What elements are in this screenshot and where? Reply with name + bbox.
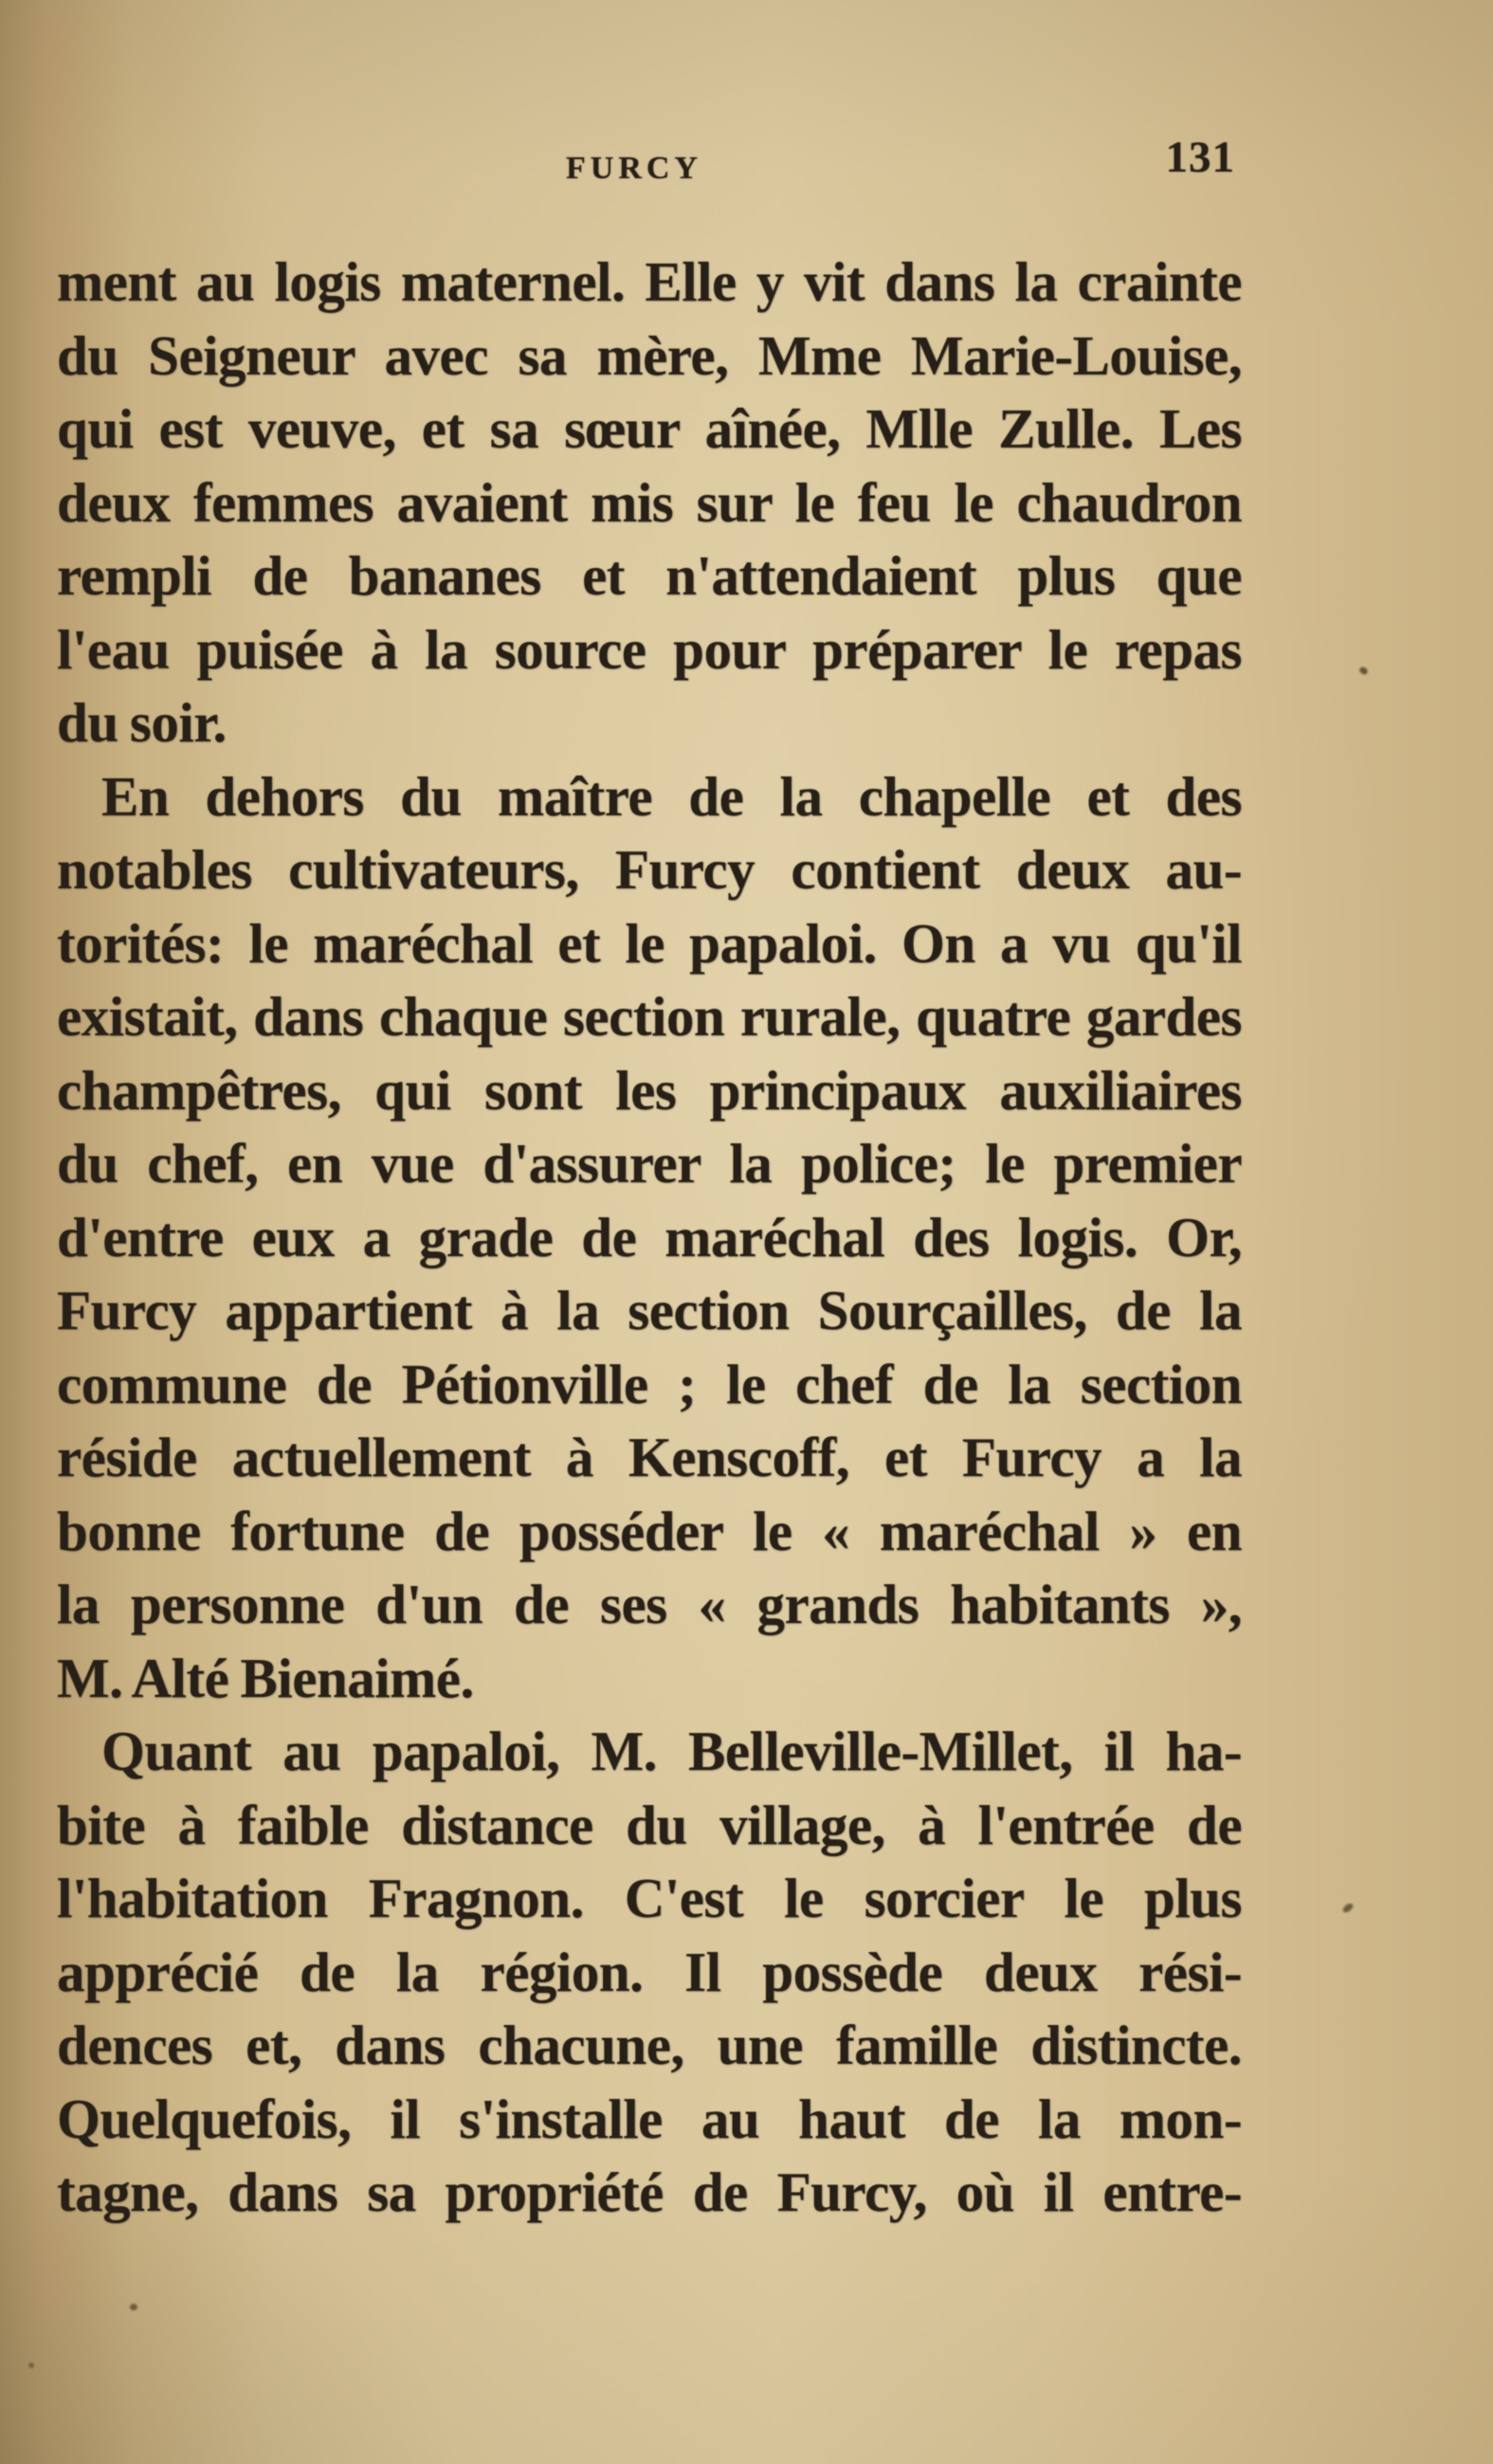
text-line: En dehors du maître de la chapelle et des bbox=[101, 764, 1242, 828]
text-line: champêtres, qui sont les principaux auxiliaires bbox=[57, 1058, 1242, 1122]
paragraph bbox=[57, 760, 1242, 1716]
text-line: rempli de bananes et n'attendaient plus que bbox=[57, 544, 1242, 607]
text-line: torités: le maréchal et le papaloi. On a vu qu'il bbox=[57, 911, 1242, 975]
text-line: du soir. bbox=[57, 691, 227, 754]
page-body bbox=[57, 246, 1242, 2230]
text-line: l'eau puisée à la source pour préparer le repas bbox=[57, 617, 1242, 681]
running-title: FURCY bbox=[566, 151, 702, 186]
ink-speck bbox=[28, 2363, 34, 2368]
text-line: du chef, en vue d'assurer la police; le premier bbox=[57, 1132, 1242, 1195]
text-line: commune de Pétionville ; le chef de la section bbox=[57, 1352, 1242, 1415]
text-line: existait, dans chaque section rurale, quatre gardes bbox=[57, 985, 1242, 1048]
text-line: du Seigneur avec sa mère, Mme Marie-Louise, bbox=[57, 323, 1242, 387]
text-line: l'habitation Fragnon. C'est le sorcier le plus bbox=[57, 1867, 1242, 1929]
text-line: notables cultivateurs, Furcy contient deux au- bbox=[57, 838, 1242, 901]
paragraph bbox=[57, 1715, 1242, 2230]
text-line: la personne d'un de ses « grands habitants », bbox=[57, 1573, 1242, 1635]
text-line: deux femmes avaient mis sur le feu le chaudron bbox=[57, 470, 1242, 534]
text-line: Furcy appartient à la section Sourçailles, de la bbox=[57, 1279, 1242, 1342]
text-line: ment au logis maternel. Elle y vit dans la crainte bbox=[57, 250, 1242, 313]
text-line: réside actuellement à Kenscoff, et Furcy a la bbox=[57, 1426, 1242, 1488]
ink-speck bbox=[130, 2304, 137, 2310]
text-line: bite à faible distance du village, à l'entrée de bbox=[57, 1793, 1242, 1856]
text-line: d'entre eux a grade de maréchal des logis. Or, bbox=[57, 1205, 1242, 1269]
ink-speck bbox=[1358, 666, 1369, 676]
text-line: dences et, dans chacune, une famille distincte. bbox=[57, 2014, 1242, 2076]
text-line: Quelquefois, il s'installe au haut de la mon- bbox=[57, 2087, 1242, 2150]
paragraph bbox=[57, 246, 1242, 760]
text-line: apprécié de la région. Il possède deux rési- bbox=[57, 1940, 1242, 2003]
ink-speck bbox=[1341, 1902, 1355, 1914]
text-line: tagne, dans sa propriété de Furcy, où il entre- bbox=[57, 2161, 1242, 2223]
text-line: M. Alté Bienaimé. bbox=[57, 1646, 474, 1709]
page-number: 131 bbox=[1165, 133, 1235, 182]
text-line: qui est veuve, et sa sœur aînée, Mlle Zulle. Les bbox=[57, 397, 1242, 460]
text-line: Quant au papaloi, M. Belleville-Millet, il ha- bbox=[101, 1720, 1242, 1782]
text-line: bonne fortune de posséder le « maréchal » en bbox=[57, 1499, 1242, 1562]
